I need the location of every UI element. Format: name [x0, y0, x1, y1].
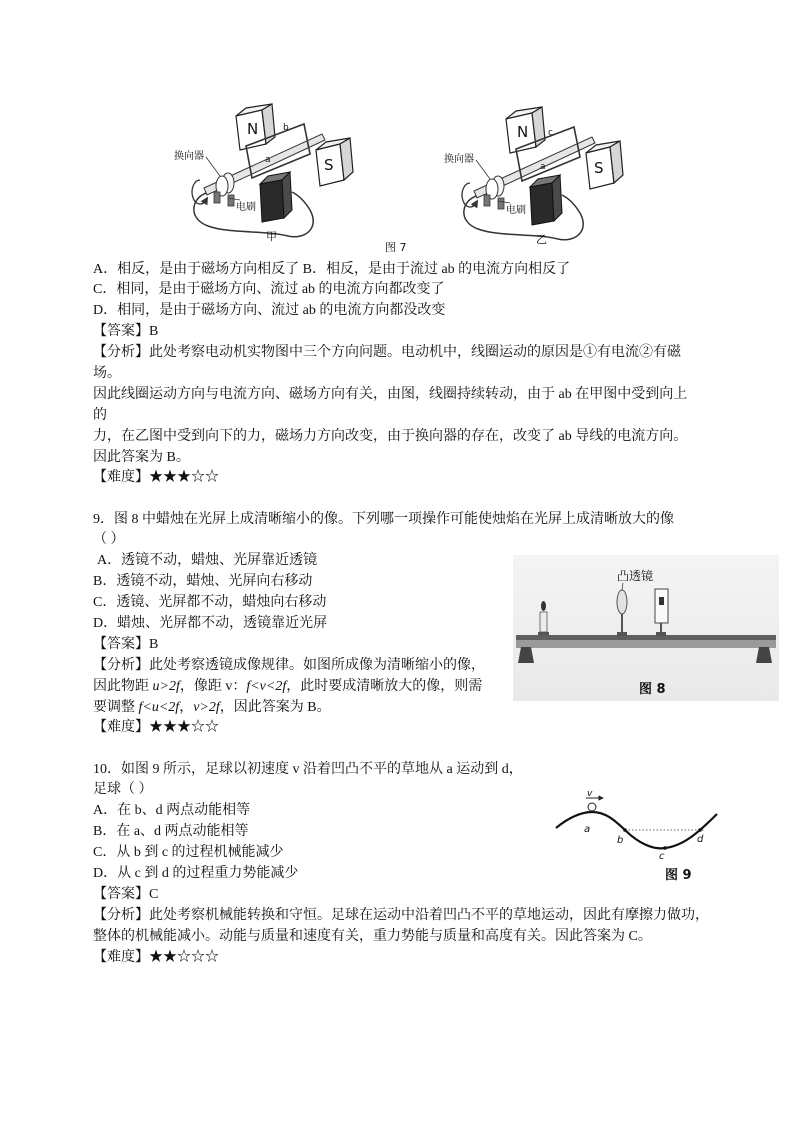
commutator-label: 换向器: [174, 151, 204, 162]
figure-7-motor: [170, 100, 630, 260]
analysis-line: 场。: [93, 365, 121, 381]
point-c-label: c: [659, 851, 665, 862]
candle-flame: [541, 601, 546, 611]
formula: v>2f: [193, 699, 220, 715]
rotation-arrow: [192, 180, 206, 204]
coil-label-bottom: a: [265, 155, 271, 165]
lens-pole: [621, 614, 623, 634]
analysis-line: 【分析】此处考察透镜成像规律。如图所成像为清晰缩小的像，: [93, 657, 485, 673]
question-stem: 9．图 8 中蜡烛在光屏上成清晰缩小的像。下列哪一项操作可能使烛焰在光屏上成清晰放大的像: [93, 511, 674, 527]
magnet-s-label: S: [324, 156, 334, 174]
candle-base: [538, 632, 549, 635]
light-screen: [655, 589, 668, 623]
text-run: ，: [179, 699, 194, 715]
analysis-line: 因此答案为 B。: [93, 449, 190, 465]
commutator-label: 换向器: [444, 154, 474, 165]
analysis-line: 因此线圈运动方向与电流方向、磁场方向有关，由图，线圈持续转动，由于 ab 在甲图中受到向上: [93, 386, 688, 402]
magnet-n-label: N: [247, 120, 259, 138]
question-8-block: [93, 260, 687, 490]
candle: [540, 612, 547, 632]
figure-8-caption: 图 8: [639, 682, 666, 697]
option-c: C．透镜、光屏都不动，蜡烛向右移动: [93, 595, 327, 611]
analysis-line: 力，在乙图中受到向下的力，磁场力方向改变，由于换向器的存在，改变了 ab 导线的电流方向。: [93, 428, 688, 444]
option-a: A．透镜不动，蜡烛、光屏靠近透镜: [97, 553, 318, 569]
text-run: ，像距 v：: [179, 678, 247, 694]
difficulty-line: 【难度】★★☆☆☆: [93, 949, 219, 965]
question-stem: 足球（ ）: [93, 782, 153, 798]
point-d-dot: [698, 828, 702, 832]
coil-label-bottom: a: [540, 162, 546, 172]
point-d-label: d: [697, 834, 704, 845]
coil-label-top: b: [283, 123, 289, 133]
difficulty-line: 【难度】★★★☆☆: [93, 720, 219, 736]
screen-base: [656, 632, 666, 636]
magnet-n-label: N: [517, 123, 529, 141]
option-line: A．相反，是由于磁场方向相反了 B．相反，是由于流过 ab 的电流方向相反了: [93, 261, 571, 277]
question-stem: （ ）: [93, 532, 125, 548]
option-c: C．从 b 到 c 的过程机械能减少: [93, 845, 284, 861]
figure-8-optical-bench: [513, 555, 779, 701]
question-stem: 10．如图 9 所示，足球以初速度 v 沿着凹凸不平的草地从 a 运动到 d，: [93, 761, 523, 777]
bench-top: [516, 635, 776, 640]
text-run: 要调整: [93, 699, 139, 715]
brush: [228, 195, 234, 206]
brush-label: 电刷: [236, 202, 256, 213]
bench-body: [516, 640, 776, 648]
convex-lens: [617, 590, 627, 614]
rotation-arrow: [462, 183, 476, 207]
wire-loop: [464, 195, 583, 240]
figure-7-caption: 图 7: [385, 241, 407, 254]
brush: [214, 192, 220, 203]
text-run: 因此物距: [93, 678, 153, 694]
option-line: C．相同，是由于磁场方向、流过 ab 的电流方向都改变了: [93, 282, 445, 298]
point-c-dot: [663, 846, 667, 850]
figure-9-ball-track: [553, 788, 728, 890]
point-b-dot: [623, 828, 627, 832]
point-a-label: a: [584, 824, 591, 835]
text-run: ，因此答案为 B。: [219, 699, 331, 715]
answer-line: 【答案】B: [93, 636, 159, 652]
lens-base: [617, 632, 627, 636]
brush: [484, 195, 490, 206]
coil-label-top: c: [548, 128, 553, 138]
formula: f<u<2f: [138, 699, 180, 715]
screen-image: [659, 597, 664, 605]
formula: f<v<2f: [246, 678, 287, 694]
battery: [260, 172, 292, 222]
analysis-line: 【分析】此处考察电动机实物图中三个方向问题。电动机中，线圈运动的原因是①有电流②有磁: [93, 345, 681, 361]
magnet-s: [316, 138, 353, 186]
commutator-leader: [476, 160, 490, 179]
analysis-line: 整体的机械能减小。动能与质量和速度有关，重力势能与质量和高度有关。因此答案为 C。: [93, 928, 652, 944]
difficulty-line: 【难度】★★★☆☆: [93, 470, 219, 486]
commutator-leader: [206, 157, 220, 176]
figure-9-caption: 图 9: [665, 868, 692, 883]
option-b: B．透镜不动，蜡烛、光屏向右移动: [93, 574, 313, 590]
velocity-label: v: [587, 789, 593, 799]
analysis-line: 的: [93, 407, 107, 423]
diagram-caption-right: 乙: [536, 233, 547, 246]
answer-line: 【答案】B: [93, 324, 159, 340]
option-a: A．在 b、d 两点动能相等: [93, 803, 251, 819]
magnet-s: [586, 141, 623, 189]
lens-label: 凸透镜: [617, 569, 654, 583]
motor-diagram-left: [174, 104, 353, 243]
text-run: ，此时要成清晰放大的像，则需: [286, 678, 483, 694]
answer-line: 【答案】C: [93, 886, 159, 902]
option-line: D．相同，是由于磁场方向、流过 ab 的电流方向都没改变: [93, 303, 446, 319]
formula: u>2f: [152, 678, 180, 694]
ball: [588, 803, 596, 811]
analysis-line: 【分析】此处考察机械能转换和守恒。足球在运动中沿着凹凸不平的草地运动，因此有摩擦力做功，: [93, 907, 709, 923]
motor-diagram-right: [444, 107, 623, 246]
option-d: D．蜡烛、光屏都不动，透镜靠近光屏: [93, 615, 328, 631]
wire-loop: [194, 192, 313, 237]
diagram-caption-left: 甲: [266, 230, 277, 243]
brush-label: 电刷: [506, 205, 526, 216]
battery: [530, 175, 562, 225]
brush: [498, 198, 504, 209]
magnet-s-label: S: [594, 159, 604, 177]
option-d: D．从 c 到 d 的过程重力势能减少: [93, 865, 299, 881]
option-b: B．在 a、d 两点动能相等: [93, 824, 249, 840]
point-b-label: b: [617, 835, 624, 846]
